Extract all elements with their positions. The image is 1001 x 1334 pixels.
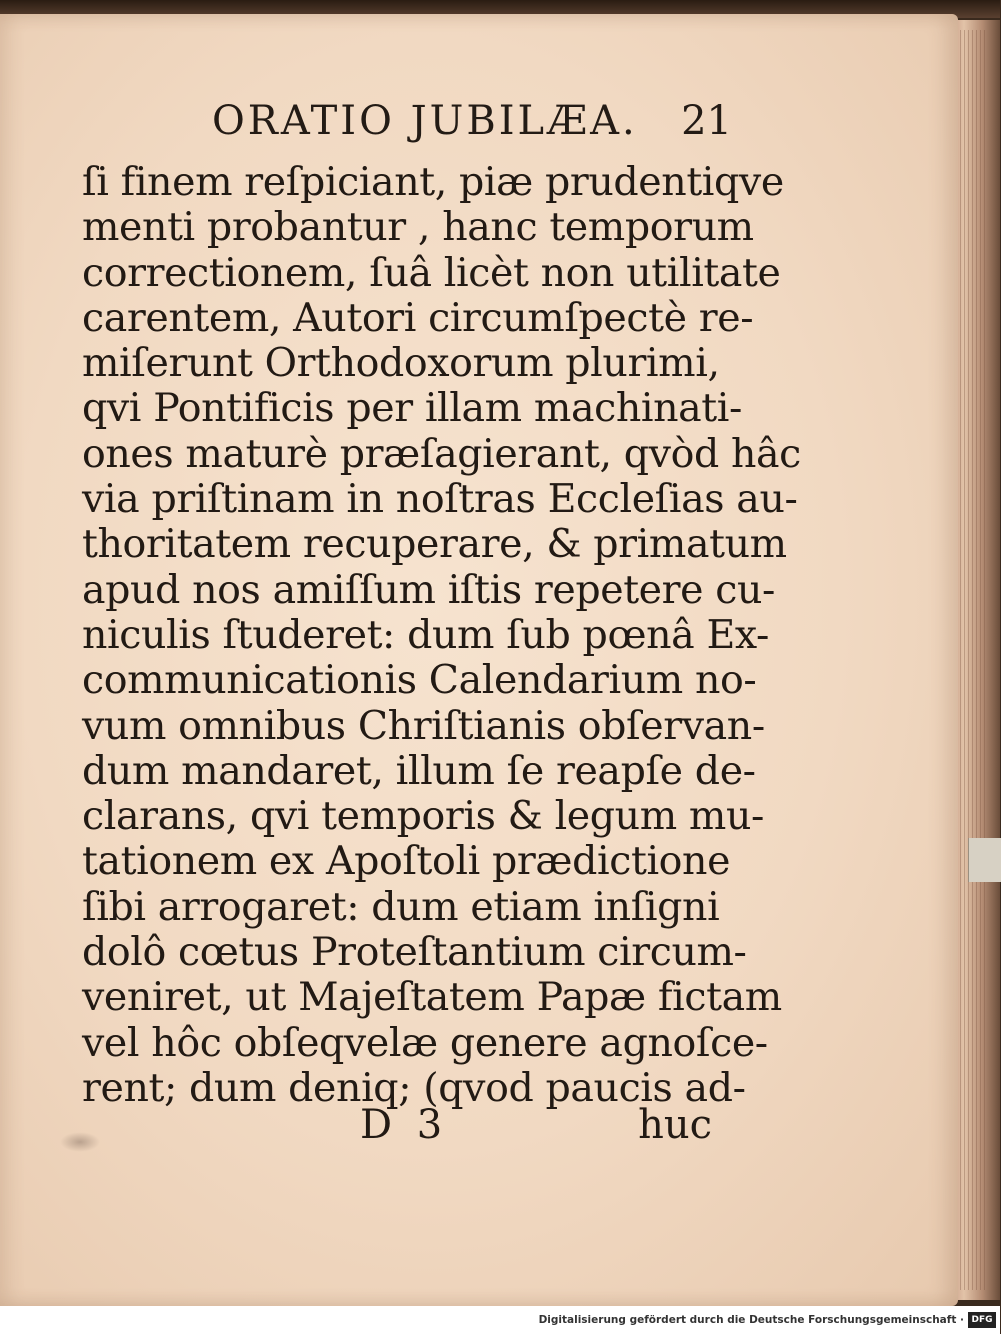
- text-line: dolô cœtus Proteſtantium circum-: [82, 929, 747, 976]
- text-line: dum mandaret, illum ſe reapſe de-: [82, 747, 756, 794]
- text-line: niculis ſtuderet: dum ſub pœnâ Ex-: [82, 611, 770, 658]
- page-header: [212, 98, 732, 148]
- text-line: via priſtinam in noſtras Eccleſias au-: [82, 476, 798, 523]
- text-line: communicationis Calendarium no-: [82, 657, 757, 704]
- text-line: clarans, qvi temporis & legum mu-: [82, 793, 764, 840]
- running-title: ORATIO JUBILÆA.: [212, 98, 638, 144]
- text-line: ſi finem reſpiciant, piæ prudentiqve: [82, 159, 784, 205]
- text-line: carentem, Autori circumſpectè re-: [82, 294, 754, 341]
- text-line: miſerunt Orthodoxorum plurimi,: [82, 340, 720, 387]
- text-line: thoritatem recuperare, & primatum: [82, 521, 787, 568]
- text-line: correctionem, ſuâ licèt non utilitate: [82, 249, 781, 296]
- signature-mark: D 3: [360, 1102, 449, 1148]
- body-text: [82, 159, 801, 1111]
- ink-bleed-mark: [60, 1132, 100, 1152]
- text-line: qvi Pontificis per illam machinati-: [82, 385, 742, 432]
- text-line: veniret, ut Majeſtatem Papæ fictam: [82, 974, 782, 1021]
- credit-text: Digitalisierung gefördert durch die Deutsche Forschungsgemeinschaft ·: [538, 1314, 964, 1326]
- credit-bar: [0, 1306, 1000, 1334]
- bookmark-tab: [968, 838, 1001, 882]
- dfg-logo: DFG: [968, 1312, 996, 1328]
- text-line: rent; dum deniq; (qvod paucis ad-: [82, 1064, 746, 1111]
- text-line: vum omnibus Chriſtianis obſervan-: [82, 702, 765, 749]
- text-line: tationem ex Apoſtoli prædictione: [82, 838, 731, 885]
- page-number: 21: [681, 98, 732, 144]
- text-line: vel hôc obſeqvelæ genere agnoſce-: [82, 1019, 768, 1066]
- text-line: menti probantur , hanc temporum: [82, 204, 754, 251]
- text-line: apud nos amiſſum iſtis repetere cu-: [82, 566, 775, 613]
- text-line: ſibi arrogaret: dum etiam inſigni: [82, 883, 720, 930]
- catchword: huc: [638, 1102, 712, 1148]
- text-line: ones maturè præſagierant, qvòd hâc: [82, 430, 801, 477]
- book-page: [0, 14, 958, 1306]
- page-footer: [360, 1102, 712, 1152]
